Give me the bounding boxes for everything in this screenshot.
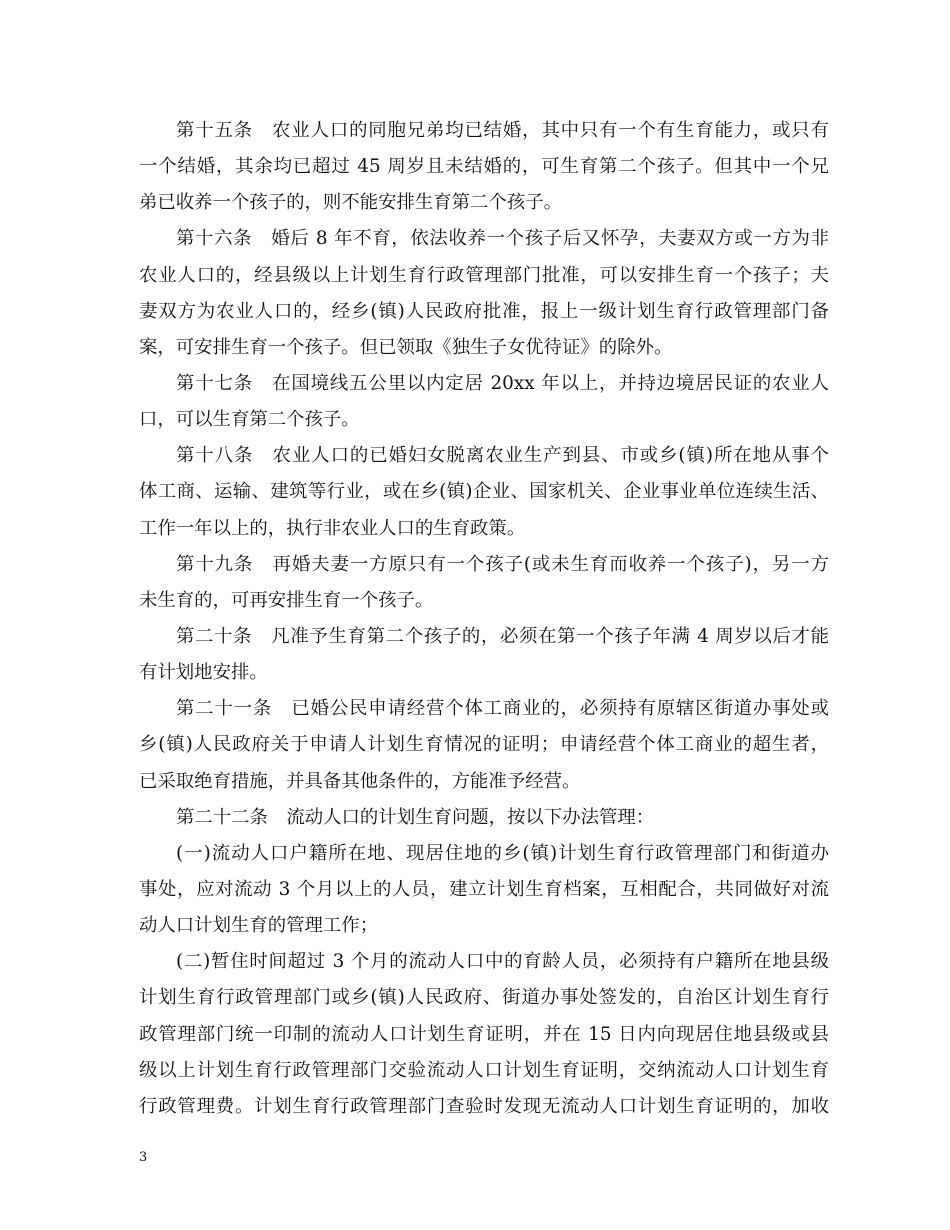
text-line: 计划生育行政管理部门或乡(镇)人民政府、街道办事处签发的，自治区计划生育行 [139, 987, 829, 1009]
text-line: 未生育的，可再安排生育一个孩子。 [139, 589, 434, 611]
text-line: 农业人口的，经县级以上计划生育行政管理部门批准，可以安排生育一个孩子；夫 [139, 264, 829, 286]
text-line: 弟已收养一个孩子的，则不能安排生育第二个孩子。 [139, 192, 562, 214]
text-line: 政管理部门统一印制的流动人口计划生育证明，并在 15 日内向现居住地县级或县 [139, 1023, 829, 1045]
text-line: 第二十一条 已婚公民申请经营个体工商业的，必须持有原辖区街道办事处或 [176, 698, 829, 720]
text-line: (一)流动人口户籍所在地、现居住地的乡(镇)计划生育行政管理部门和街道办 [176, 842, 829, 864]
text-line: 第二十二条 流动人口的计划生育问题，按以下办法管理： [176, 806, 655, 828]
text-line: 第十六条 婚后 8 年不育，依法收养一个孩子后又怀孕，夫妻双方或一方为非 [176, 228, 829, 250]
text-line: 级以上计划生育行政管理部门交验流动人口计划生育证明，交纳流动人口计划生育 [139, 1059, 829, 1081]
text-line: 有计划地安排。 [139, 662, 268, 684]
text-line: 妻双方为农业人口的，经乡(镇)人民政府批准，报上一级计划生育行政管理部门备 [139, 300, 829, 322]
text-line: (二)暂住时间超过 3 个月的流动人口中的育龄人员，必须持有户籍所在地县级 [176, 951, 829, 973]
text-line: 第十七条 在国境线五公里以内定居 20xx 年以上，并持边境居民证的农业人 [176, 372, 829, 394]
text-line: 已采取绝育措施，并具备其他条件的，方能准予经营。 [139, 770, 581, 792]
text-line: 体工商、运输、建筑等行业，或在乡(镇)企业、国家机关、企业事业单位连续生活、 [139, 481, 829, 503]
text-line: 一个结婚，其余均已超过 45 周岁且未结婚的，可生育第二个孩子。但其中一个兄 [139, 156, 829, 178]
text-line: 乡(镇)人民政府关于申请人计划生育情况的证明；申请经营个体工商业的超生者， [139, 734, 829, 756]
text-line: 事处，应对流动 3 个月以上的人员，建立计划生育档案，互相配合，共同做好对流 [139, 878, 829, 900]
text-line: 口，可以生育第二个孩子。 [139, 409, 360, 431]
text-line: 第十五条 农业人口的同胞兄弟均已结婚，其中只有一个有生育能力，或只有 [176, 120, 829, 141]
text-line: 工作一年以上的，执行非农业人口的生育政策。 [139, 517, 526, 539]
text-line: 行政管理费。计划生育行政管理部门查验时发现无流动人口计划生育证明的，加收 [139, 1095, 829, 1117]
text-line: 第十九条 再婚夫妻一方原只有一个孩子(或未生育而收养一个孩子)，另一方 [176, 553, 829, 575]
text-line: 动人口计划生育的管理工作； [139, 915, 379, 937]
body-text [139, 113, 829, 1125]
text-line: 案，可安排生育一个孩子。但已领取《独生子女优待证》的除外。 [139, 336, 673, 358]
page-number: 3 [139, 1150, 148, 1165]
text-line: 第二十条 凡准予生育第二个孩子的，必须在第一个孩子年满 4 周岁以后才能 [176, 625, 829, 647]
text-line: 第十八条 农业人口的已婚妇女脱离农业生产到县、市或乡(镇)所在地从事个 [176, 445, 829, 467]
